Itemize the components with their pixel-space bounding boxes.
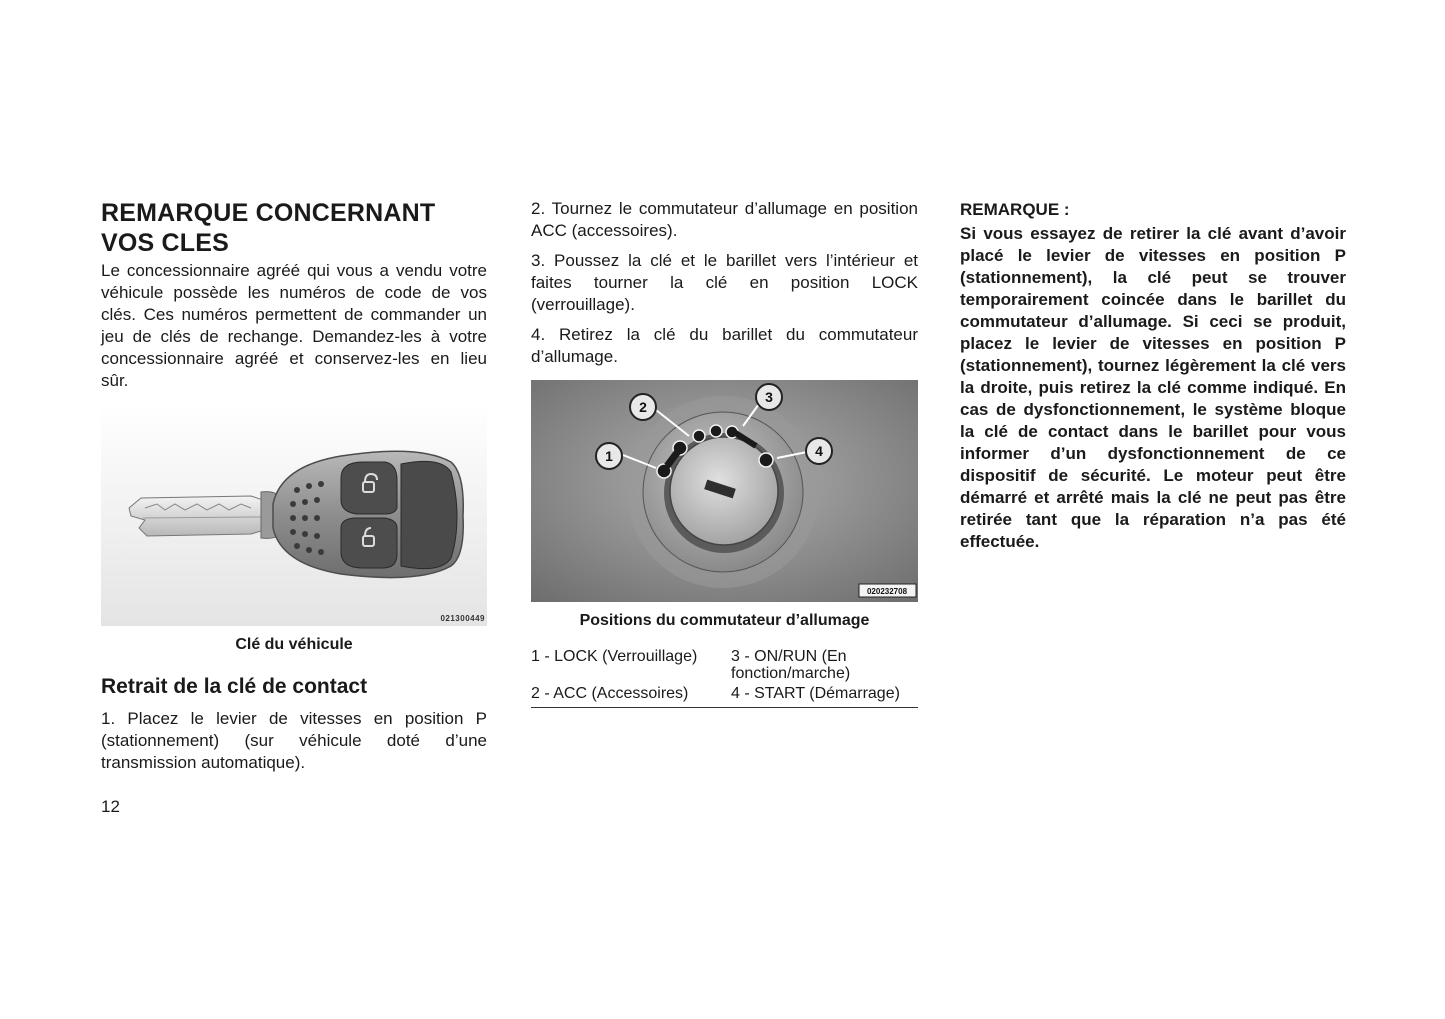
legend-item: 1 - LOCK (Verrouillage)	[531, 648, 698, 665]
right-column	[960, 199, 1346, 553]
ignition-figure	[531, 380, 918, 602]
legend-item: 2 - ACC (Accessoires)	[531, 682, 731, 708]
section-title-removal: Retrait de la clé de contact	[101, 675, 368, 698]
ignition-switch-illustration	[531, 380, 918, 602]
legend-item: 4 - START (Démarrage)	[731, 682, 918, 708]
note-text: Si vous essayez de retirer la clé avant d’avoir placé le levier de vitesses en position P (stationnement), la clé peut se trouver temporairement coincée dans le barillet du commutateur d’allumage. Si ceci se produit, placez le levier de vitesses en position P (stationnement), tournez légèrement la clé vers la droite, puis retirez la clé comme indiqué. En cas de dysfonctionnement, le système bloque la clé de contact dans le barillet pour vous informer d’un dysfonctionnement de ce dispositif de sécurité. Le moteur peut être démarré et arrêté mais la clé ne peut pas être retirée tant que la réparation n’a pas été effectuée.	[960, 224, 1346, 551]
figure-caption: Positions du commutateur d’allumage	[579, 612, 870, 629]
removal-step-3: 3. Poussez la clé et le barillet vers l’intérieur et faites tourner la clé en position LOCK (verrouillage).	[531, 251, 918, 314]
figure-caption: Clé du véhicule	[235, 636, 353, 653]
page-number: 12	[101, 797, 120, 816]
legend-row	[531, 648, 918, 682]
figure-code: 021300449	[440, 614, 485, 623]
ignition-legend	[531, 648, 918, 708]
callout-label-3: 3	[765, 389, 773, 405]
callout-label-2: 2	[639, 399, 647, 415]
legend-item: 3 - ON/RUN (En fonction/marche)	[731, 648, 851, 682]
removal-step-2: 2. Tournez le commutateur d’allumage en position ACC (accessoires).	[531, 199, 918, 240]
vehicle-key-illustration	[101, 404, 487, 626]
callout-label-1: 1	[605, 448, 613, 464]
legend-row	[531, 682, 918, 708]
figure-code: 020232708	[866, 587, 908, 596]
keys-paragraph: Le concessionnaire agréé qui vous a vendu votre véhicule possède les numéros de code de vos clés. Ces numéros permettent de commander un jeu de clés de rechange. Demandez-les à votre concessionnaire agréé et conservez-les en lieu sûr.	[101, 261, 487, 390]
callout-label-4: 4	[815, 443, 823, 459]
removal-step-1: 1. Placez le levier de vitesses en position P (stationnement) (sur véhicule doté d’une transmission automatique).	[101, 709, 487, 772]
middle-column	[531, 198, 918, 708]
note-heading: REMARQUE :	[960, 200, 1070, 219]
section-title-keys: REMARQUE CONCERNANT VOS CLES	[101, 199, 436, 257]
removal-step-4: 4. Retirez la clé du barillet du commutateur d’allumage.	[531, 325, 918, 366]
left-column	[101, 198, 487, 774]
vehicle-key-figure	[101, 404, 487, 626]
